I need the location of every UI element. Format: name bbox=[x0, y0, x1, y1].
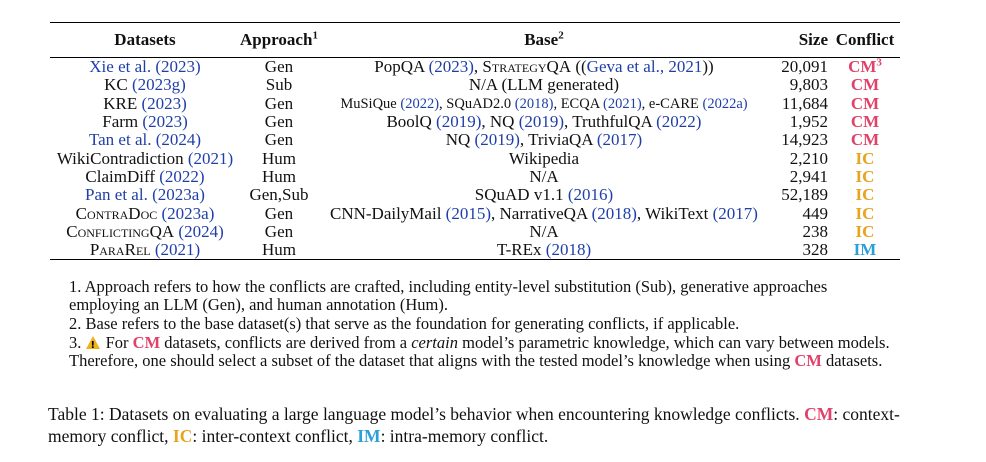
base-text: SQuAD v1.1 bbox=[474, 185, 568, 205]
base-citation[interactable]: (2022a) bbox=[702, 95, 748, 112]
cell-approach: Gen bbox=[264, 93, 294, 113]
dataset-name[interactable]: Tan et al. bbox=[88, 130, 152, 150]
base-text: , NQ bbox=[481, 112, 519, 132]
conflict-badge: IC bbox=[855, 221, 875, 241]
caption-text: Table 1: Datasets on evaluating a large language model’s behavior when encountering knowledge conflicts. bbox=[48, 404, 805, 424]
note-3-certain: certain bbox=[411, 333, 458, 352]
dataset-name: ClaimDiff bbox=[85, 166, 155, 186]
caption-ic: IC bbox=[172, 426, 193, 446]
conflict-badge: IC bbox=[855, 166, 875, 186]
cell-dataset bbox=[50, 241, 240, 260]
conflict-badge: CM bbox=[850, 75, 880, 95]
base-citation[interactable]: (2019) bbox=[436, 112, 482, 132]
table-row bbox=[50, 149, 900, 167]
table-row bbox=[50, 58, 900, 77]
base-citation[interactable]: (2015) bbox=[445, 203, 491, 223]
header-datasets: Datasets bbox=[50, 23, 240, 58]
cell-conflict bbox=[830, 113, 900, 131]
cell-conflict bbox=[830, 131, 900, 149]
dataset-year-citation[interactable]: (2021) bbox=[187, 148, 234, 168]
note-3-rest: model’s parametric knowledge, which can vary between models. Therefore, one should select a subset of the dataset that aligns with the tested model’s knowledge when using bbox=[69, 333, 890, 370]
cell-dataset bbox=[50, 131, 240, 149]
dataset-name: KRE bbox=[103, 93, 138, 113]
dataset-name[interactable]: Pan et al. bbox=[85, 185, 148, 205]
header-approach-label: Approach bbox=[240, 30, 313, 49]
base-text: T-REx bbox=[496, 240, 546, 260]
dataset-year-citation[interactable]: (2023) bbox=[141, 93, 187, 113]
cell-dataset bbox=[50, 186, 240, 204]
cell-conflict bbox=[830, 58, 900, 77]
header-base bbox=[318, 23, 770, 58]
base-citation[interactable]: (2016) bbox=[567, 185, 614, 205]
base-text: PopQA bbox=[374, 57, 429, 77]
cell-approach: Hum bbox=[261, 166, 296, 186]
cell-dataset bbox=[50, 204, 240, 222]
caption-im-desc: : intra-memory conflict. bbox=[380, 426, 549, 446]
header-base-label: Base bbox=[524, 30, 559, 49]
cell-approach: Hum bbox=[261, 148, 296, 168]
table-row bbox=[50, 186, 900, 204]
base-citation[interactable]: (2022) bbox=[656, 112, 702, 132]
cell-size: 2,210 bbox=[789, 148, 828, 168]
base-citation[interactable]: (2019) bbox=[474, 130, 520, 150]
base-text: , SQuAD2.0 bbox=[439, 95, 515, 112]
note-3-end: datasets. bbox=[821, 351, 883, 370]
header-base-footnote: 2 bbox=[558, 29, 564, 42]
caption-ic-desc: : inter-context conflict, bbox=[192, 426, 358, 446]
cell-conflict bbox=[830, 149, 900, 167]
dataset-name: ConflictingQA bbox=[66, 221, 175, 241]
table-row bbox=[50, 113, 900, 131]
cell-approach: Gen bbox=[264, 130, 294, 150]
base-text: , NarrativeQA bbox=[491, 203, 592, 223]
base-text: , WikiText bbox=[636, 203, 713, 223]
cell-conflict bbox=[830, 223, 900, 241]
dataset-name: ContraDoc bbox=[75, 203, 158, 223]
cell-approach: Gen bbox=[240, 58, 318, 77]
table-row bbox=[50, 76, 900, 94]
note-3 bbox=[69, 334, 899, 370]
cell-size: 14,923 bbox=[781, 130, 828, 150]
dataset-year-citation[interactable]: (2023a) bbox=[161, 203, 215, 223]
cell-size: 328 bbox=[770, 241, 830, 260]
dataset-name: ParaRel bbox=[89, 240, 151, 260]
dataset-year-citation[interactable]: (2024) bbox=[155, 130, 202, 150]
table-row bbox=[50, 204, 900, 222]
dataset-name: KC bbox=[104, 75, 128, 95]
table-notes bbox=[69, 278, 899, 371]
cell-approach: Gen bbox=[264, 221, 294, 241]
cell-size: 20,091 bbox=[770, 58, 830, 77]
cell-approach: Gen,Sub bbox=[249, 185, 309, 205]
cell-approach: Gen bbox=[264, 112, 294, 132]
base-text: , TriviaQA bbox=[519, 130, 597, 150]
dataset-year-citation[interactable]: (2021) bbox=[154, 240, 201, 260]
cell-base bbox=[318, 58, 770, 77]
cell-conflict bbox=[830, 241, 900, 260]
warning-icon bbox=[86, 336, 100, 349]
base-text: N/A bbox=[529, 166, 559, 186]
conflict-badge: IC bbox=[855, 203, 875, 223]
conflict-badge: CM bbox=[850, 130, 880, 150]
cell-base bbox=[318, 149, 770, 167]
note-1: 1. Approach refers to how the conflicts are crafted, including entity-level substitution (Sub), generative approaches employing an LLM (Gen), and human annotation (Hum). bbox=[69, 277, 828, 314]
cell-approach: Hum bbox=[240, 241, 318, 260]
conflict-badge: CM bbox=[848, 57, 877, 77]
header-approach bbox=[240, 23, 318, 58]
cell-conflict bbox=[830, 95, 900, 113]
base-text: N/A (LLM generated) bbox=[468, 75, 620, 95]
conflict-badge: IC bbox=[855, 148, 875, 168]
cell-conflict bbox=[830, 204, 900, 222]
note-3-for: For bbox=[101, 333, 133, 352]
conflict-badge: IC bbox=[855, 185, 875, 205]
table-row bbox=[50, 95, 900, 113]
table-header-row bbox=[50, 23, 900, 58]
dataset-name: WikiContradiction bbox=[56, 148, 184, 168]
cell-approach: Gen bbox=[264, 203, 294, 223]
dataset-year-citation[interactable]: (2024) bbox=[178, 221, 224, 241]
dataset-year-citation[interactable]: (2023) bbox=[142, 112, 188, 132]
cell-approach: Sub bbox=[265, 75, 293, 95]
base-text: , bbox=[473, 57, 483, 77]
note-3-mid: datasets, conflicts are derived from a bbox=[160, 333, 412, 352]
cell-size: 9,803 bbox=[789, 75, 828, 95]
cell-size: 2,941 bbox=[789, 166, 828, 186]
cell-dataset bbox=[50, 168, 240, 186]
cell-conflict bbox=[830, 76, 900, 94]
base-text: N/A bbox=[529, 221, 559, 241]
cell-base bbox=[318, 223, 770, 241]
conflict-footnote-mark: 3 bbox=[876, 56, 882, 69]
cell-dataset bbox=[50, 58, 240, 77]
base-text: StrategyQA bbox=[482, 57, 572, 77]
note-2: 2. Base refers to the base dataset(s) that serve as the foundation for generating conflicts, if applicable. bbox=[69, 314, 740, 333]
conflict-badge: CM bbox=[850, 93, 880, 113]
base-text: , TruthfulQA bbox=[564, 112, 657, 132]
cell-base bbox=[318, 76, 770, 94]
caption-cm: CM bbox=[804, 404, 834, 424]
cell-dataset bbox=[50, 149, 240, 167]
base-citation[interactable]: (2018) bbox=[514, 95, 554, 112]
cell-conflict bbox=[830, 186, 900, 204]
base-text: (( bbox=[571, 57, 587, 77]
cell-size: 1,952 bbox=[789, 112, 828, 132]
cell-size: 449 bbox=[802, 203, 828, 223]
header-conflict: Conflict bbox=[830, 23, 900, 58]
base-text: MuSiQue bbox=[340, 95, 401, 112]
base-citation[interactable]: (2023) bbox=[428, 57, 474, 77]
note-3-cm-tag: CM bbox=[132, 333, 161, 352]
conflict-badge: IM bbox=[853, 240, 877, 260]
dataset-year-citation[interactable]: (2023a) bbox=[152, 185, 205, 205]
caption-cm-desc: : context-memory conflict, bbox=[48, 404, 900, 446]
base-text: )) bbox=[702, 57, 714, 77]
base-citation[interactable]: (2017) bbox=[712, 203, 758, 223]
cell-base bbox=[318, 113, 770, 131]
base-citation[interactable]: Geva et al., 2021 bbox=[586, 57, 703, 77]
base-text: , e-CARE bbox=[641, 95, 703, 112]
cell-base bbox=[318, 131, 770, 149]
base-text: BoolQ bbox=[386, 112, 437, 132]
base-citation[interactable]: (2017) bbox=[596, 130, 643, 150]
cell-dataset bbox=[50, 76, 240, 94]
base-text: Wikipedia bbox=[508, 148, 580, 168]
base-citation[interactable]: (2021) bbox=[603, 95, 642, 112]
table-row bbox=[50, 168, 900, 186]
datasets-table bbox=[50, 22, 900, 260]
cell-dataset bbox=[50, 223, 240, 241]
caption-im: IM bbox=[357, 426, 381, 446]
cell-size: 11,684 bbox=[781, 93, 828, 113]
dataset-name[interactable]: Xie et al. bbox=[89, 57, 152, 77]
header-approach-footnote: 1 bbox=[312, 29, 318, 42]
note-3-prefix: 3. bbox=[69, 333, 86, 352]
dataset-year-citation[interactable]: (2022) bbox=[159, 166, 205, 186]
dataset-year-citation[interactable]: (2023g) bbox=[132, 75, 186, 95]
cell-dataset bbox=[50, 113, 240, 131]
cell-base bbox=[318, 168, 770, 186]
table-caption bbox=[48, 403, 928, 447]
table-row bbox=[50, 131, 900, 149]
note-3-cm-tag-2: CM bbox=[794, 351, 822, 370]
base-text: CNN-DailyMail bbox=[329, 203, 446, 223]
cell-base bbox=[318, 186, 770, 204]
base-citation[interactable]: (2019) bbox=[518, 112, 565, 132]
cell-size: 52,189 bbox=[781, 185, 828, 205]
cell-base bbox=[318, 95, 770, 113]
table-body bbox=[50, 58, 900, 260]
cell-size: 238 bbox=[802, 221, 828, 241]
base-citation[interactable]: (2022) bbox=[400, 95, 440, 112]
base-citation[interactable]: (2018) bbox=[591, 203, 637, 223]
base-citation[interactable]: (2018) bbox=[545, 240, 592, 260]
header-size: Size bbox=[770, 23, 830, 58]
table-row bbox=[50, 223, 900, 241]
cell-dataset bbox=[50, 95, 240, 113]
datasets-table-container bbox=[50, 22, 900, 260]
base-text: , ECQA bbox=[553, 95, 603, 112]
dataset-name: Farm bbox=[102, 112, 139, 132]
table-row bbox=[50, 241, 900, 260]
dataset-year-citation[interactable]: (2023) bbox=[155, 57, 201, 77]
cell-base bbox=[318, 241, 770, 260]
cell-base bbox=[318, 204, 770, 222]
cell-conflict bbox=[830, 168, 900, 186]
conflict-badge: CM bbox=[850, 112, 880, 132]
base-text: NQ bbox=[445, 130, 475, 150]
